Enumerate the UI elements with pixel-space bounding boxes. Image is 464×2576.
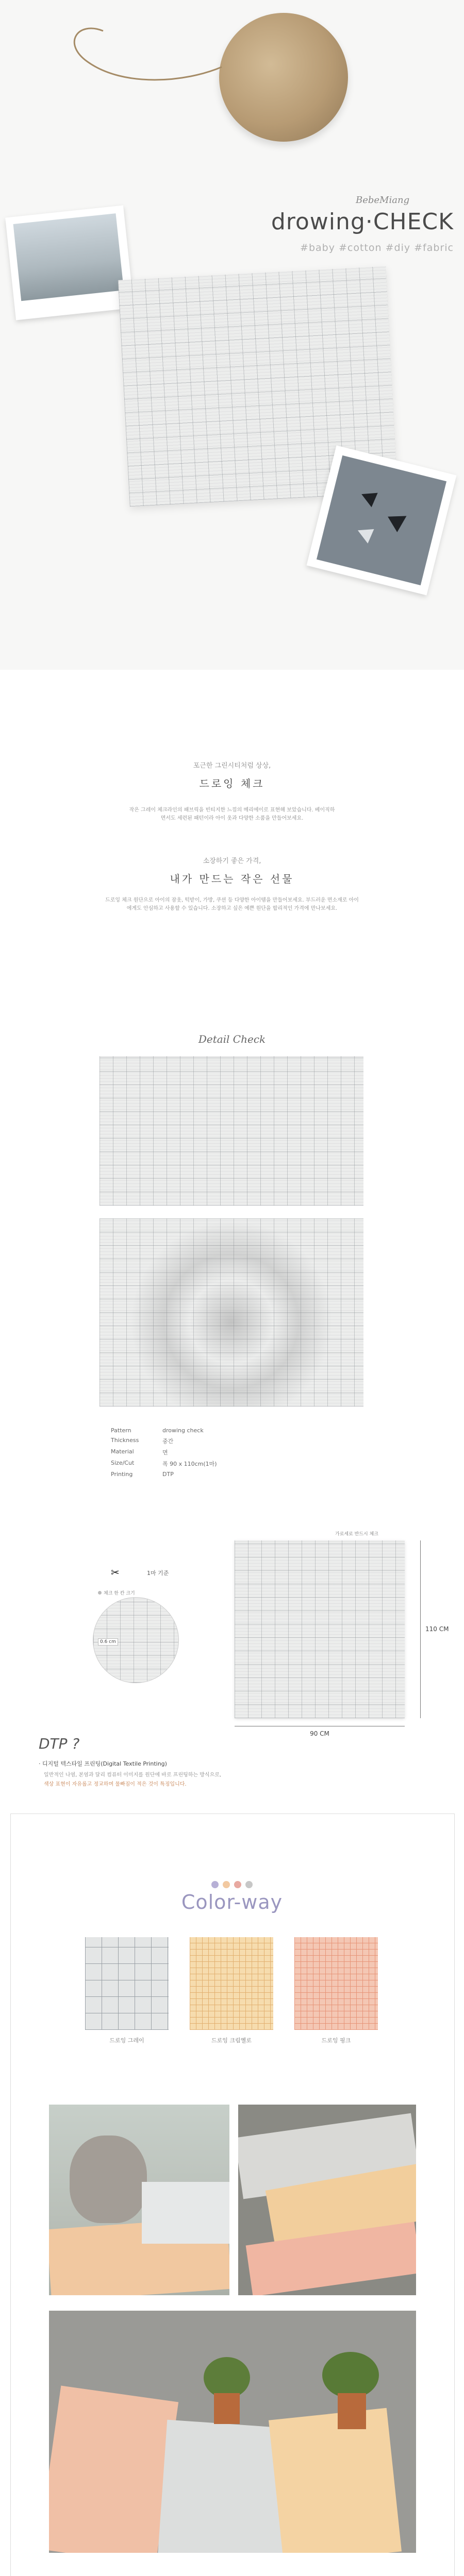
spec-value: 폭 90 x 110cm(1마) [162, 1461, 217, 1467]
spec-label: Printing [111, 1471, 133, 1478]
intro-paragraph-1: 작은 그레이 체크라인의 패브릭을 빈티지한 느낌의 메리에이로 표현해 보았습니다. 베이직하면서도 세련된 패턴이라 아이 옷과 다양한 소품을 만들어보세요. [129, 807, 335, 821]
swatch-label-grey: 드로잉 그레이 [109, 2037, 144, 2044]
colorway-title: Color-way [181, 1891, 283, 1913]
intro-paragraph-2: 드로잉 체크 원단으로 아이의 잠옷, 턱받이, 가방, 쿠션 등 다양한 아이템을 만들어보세요. 부드러운 면소재로 아이에게도 안심하고 사용할 수 있습니다. 소장하고 싶은 예쁜 원단을 합리적인 가격에 만나보세요. [105, 897, 359, 911]
unit-note: 1마 기준 [147, 1570, 169, 1577]
hero-tags: #baby #cotton #diy #fabric [300, 242, 454, 253]
fabric-size-sheet [235, 1540, 405, 1718]
hero-photo [0, 0, 464, 670]
spec-row [111, 1460, 266, 1468]
spec-value: 면 [162, 1449, 168, 1456]
spec-row [111, 1437, 266, 1445]
detail-photo-1 [100, 1056, 363, 1206]
dtp-line-3: 색상 표현이 자유롭고 정교하며 물빠짐이 적은 것이 특징입니다. [44, 1782, 187, 1787]
spec-value: DTP [162, 1471, 174, 1478]
spec-table [111, 1427, 266, 1481]
spec-value: drowing check [162, 1427, 204, 1434]
dtp-line-2: 일반적인 나염, 본염과 달리 컴퓨터 이미지를 원단에 바로 프린팅하는 방식으로, [44, 1772, 222, 1778]
brand-script: BebeMiang [356, 195, 410, 206]
photo-frame-image [5, 206, 134, 320]
lifestyle-photo-stack [238, 2105, 416, 2295]
spec-row [111, 1427, 266, 1434]
swatch-label-pink: 드로잉 핑크 [321, 2037, 351, 2044]
spec-row [111, 1448, 266, 1456]
colorway-dots [0, 1880, 464, 1890]
dtp-line-1: · 디지털 텍스타일 프린팅(Digital Textile Printing) [39, 1760, 167, 1767]
color-dot-pink [234, 1881, 241, 1888]
swatch-cream-yellow [190, 1937, 273, 2030]
detail-title: Detail Check [198, 1033, 266, 1045]
color-dot-grey [245, 1881, 253, 1888]
tagline-title: 내가 만드는 작은 선물 [170, 873, 294, 885]
scissors-icon: ✂ [111, 1566, 120, 1579]
lifestyle-photo-plants [49, 2311, 416, 2553]
width-label: 90 CM [310, 1730, 329, 1737]
dtp-title: DTP ? [39, 1735, 80, 1752]
detail-photo-2 [100, 1218, 363, 1406]
tagline-small: 소장하기 좋은 가격, [203, 857, 261, 865]
spec-label: Size/Cut [111, 1460, 135, 1466]
twine-string [31, 10, 247, 93]
swatch-grey [85, 1937, 169, 2030]
hero-title: drowing·CHECK [271, 209, 454, 235]
top-note: 가로세로 반드시 체크 [335, 1532, 378, 1537]
swatch-pink [294, 1937, 378, 2030]
spec-row [111, 1471, 266, 1478]
check-note-dot-icon [98, 1591, 102, 1595]
lifestyle-photo-bear [49, 2105, 229, 2295]
check-note [98, 1589, 135, 1596]
color-dot-peach [223, 1881, 230, 1888]
color-dot-purple [211, 1881, 219, 1888]
spec-value: 중간 [162, 1438, 174, 1445]
intro-title: 드로잉 체크 [199, 777, 265, 790]
swatch-label-cream-yellow: 드로잉 크림옐로 [211, 2037, 252, 2044]
spec-label: Thickness [111, 1437, 139, 1444]
spec-label: Material [111, 1448, 134, 1455]
spec-label: Pattern [111, 1427, 131, 1434]
height-line [420, 1540, 421, 1718]
intro-subtitle: 포근한 그린시티처럼 상상, [193, 762, 271, 770]
check-note-text: 체크 한 칸 크기 [104, 1591, 135, 1596]
height-label: 110 CM [425, 1625, 449, 1633]
small-dimension: 0.6 cm [98, 1638, 118, 1646]
